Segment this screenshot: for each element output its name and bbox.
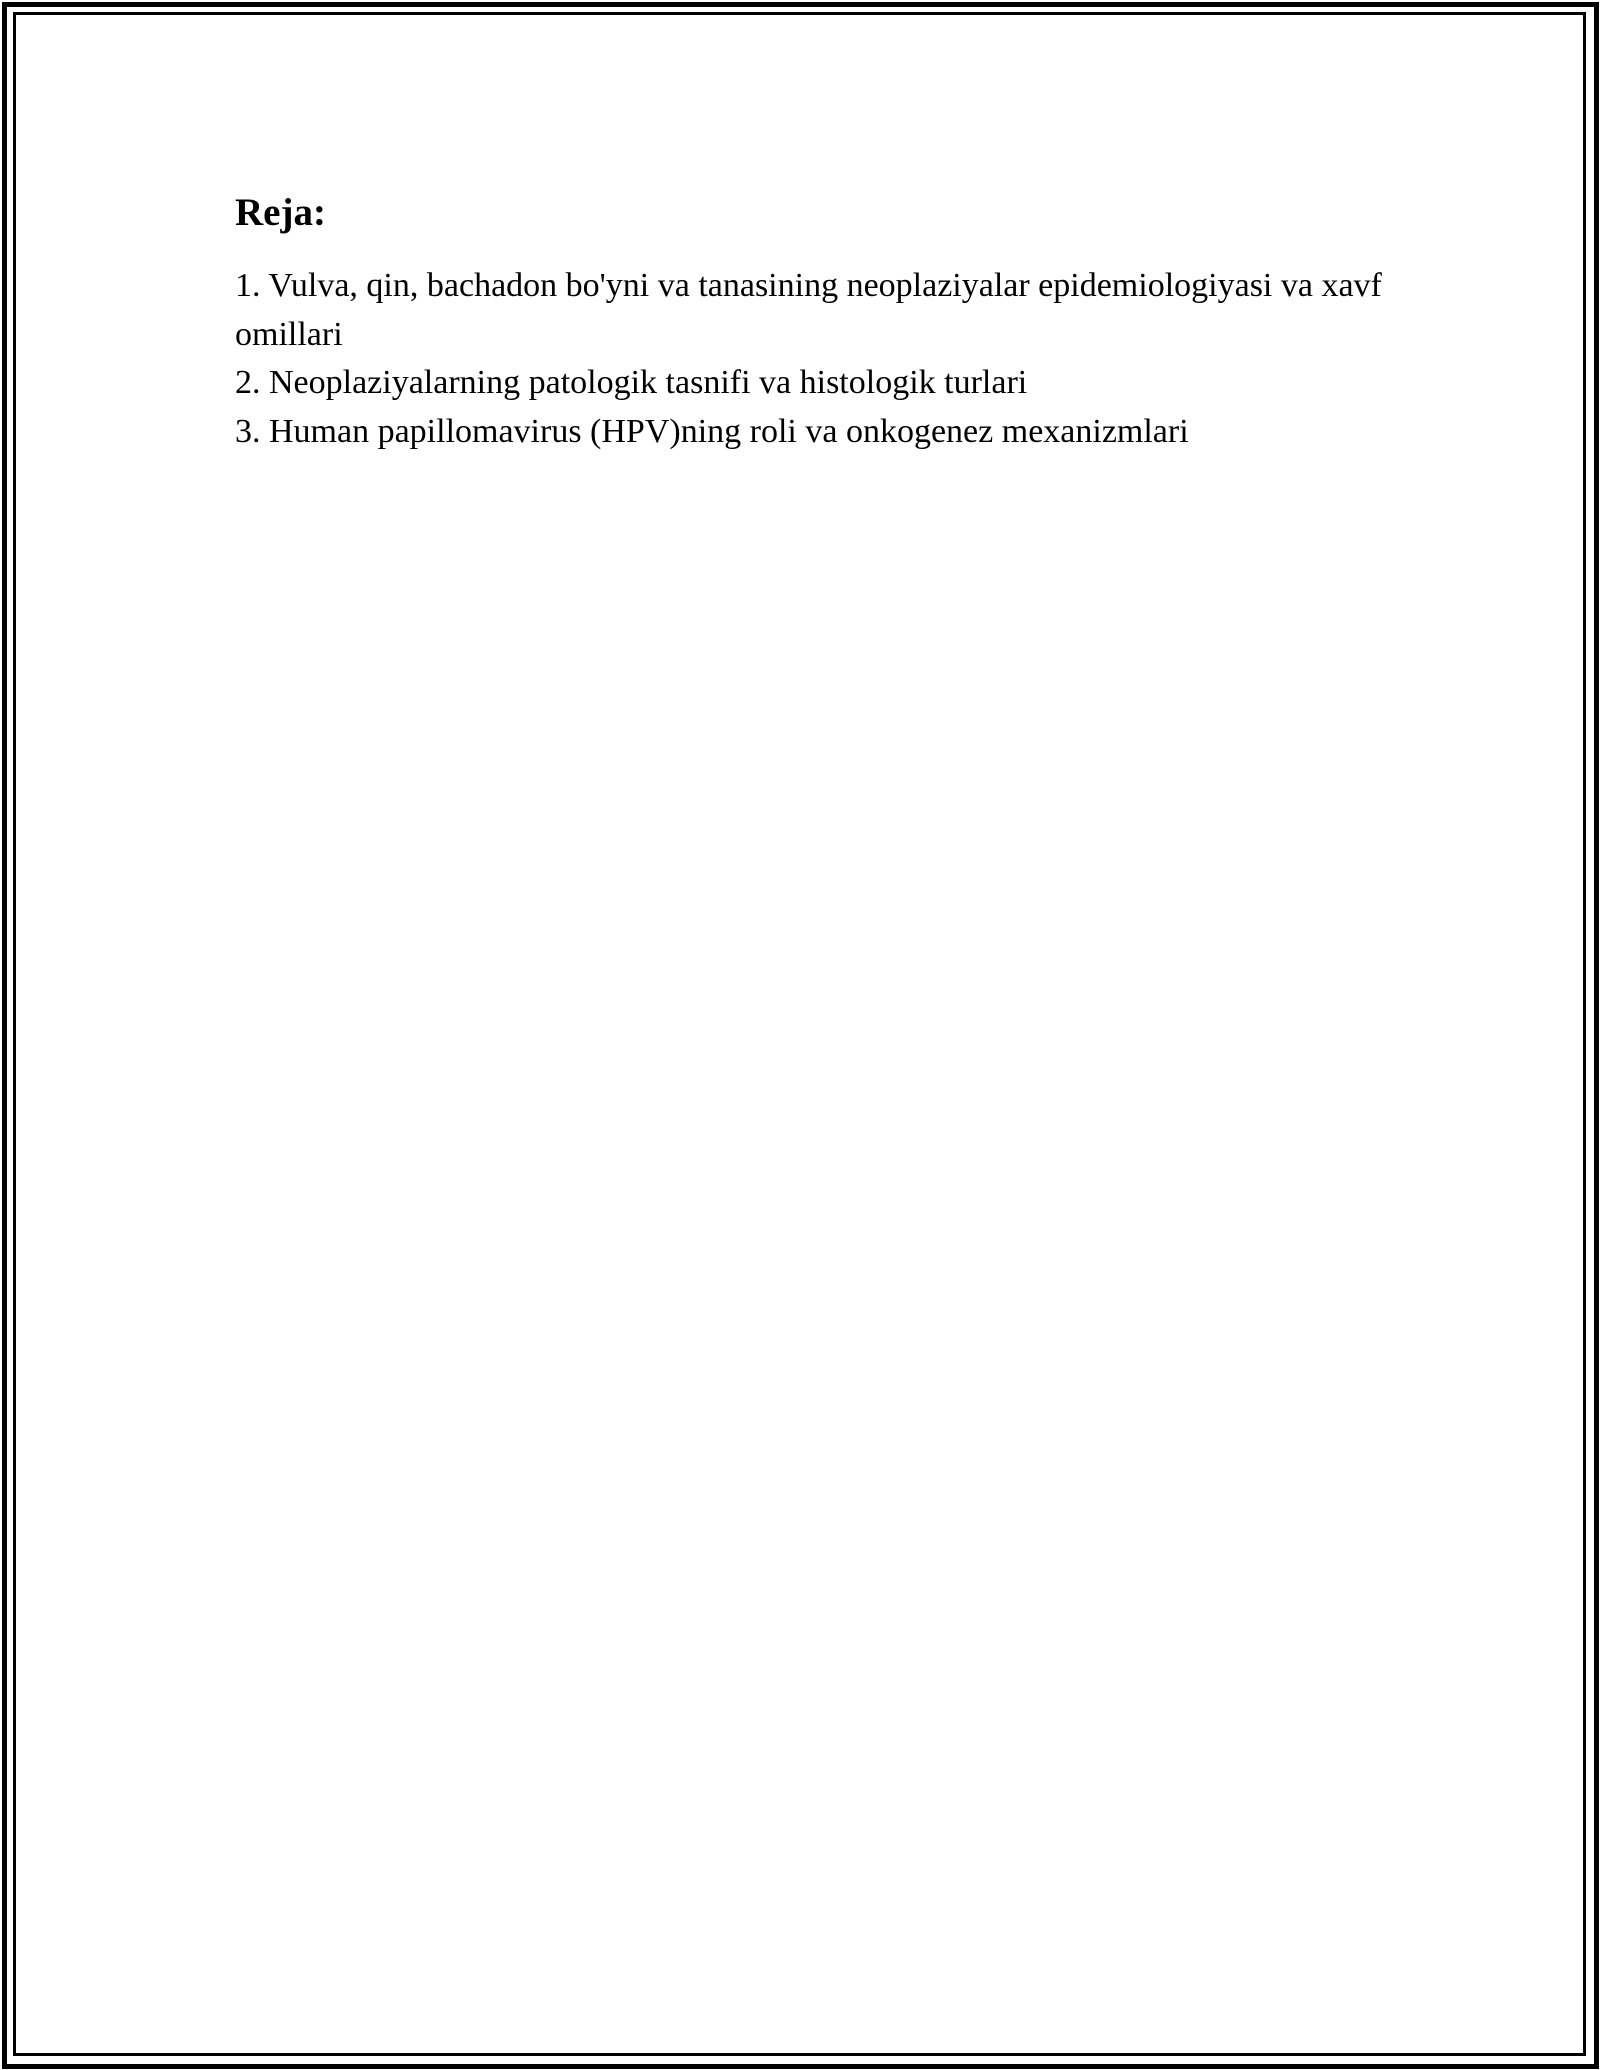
plan-item-1: 1. Vulva, qin, bachadon bo'yni va tanasining neoplaziyalar epidemiologiyasi va xavf omillari <box>235 267 1382 353</box>
plan-heading: Reja: <box>235 191 326 234</box>
plan-list <box>235 262 1385 456</box>
plan-item-2: 2. Neoplaziyalarning patologik tasnifi va histologik turlari <box>235 364 1028 401</box>
plan-item-3: 3. Human papillomavirus (HPV)ning roli va onkogenez mexanizmlari <box>235 412 1189 450</box>
page-content <box>235 188 1385 456</box>
